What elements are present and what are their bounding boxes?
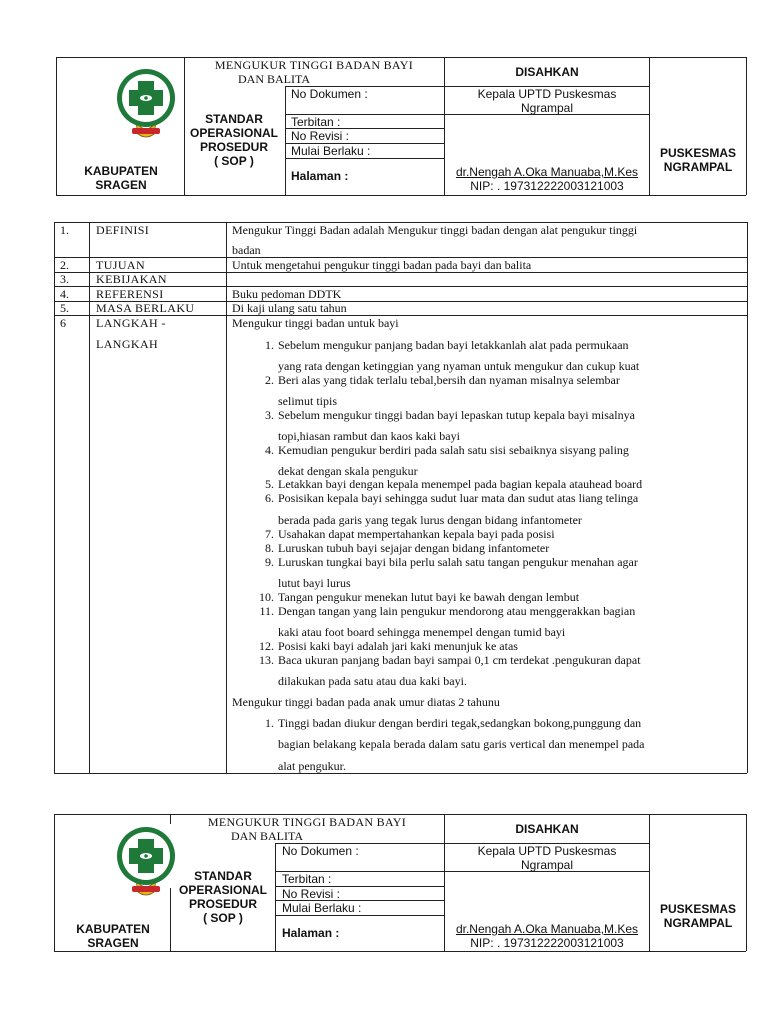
tujuan-text: Untuk mengetahui pengukur tinggi badan pada bayi dan balita — [232, 258, 532, 272]
step-text: Posisikan kepala bayi sehingga sudut luar mata dan sudut atas liang telinga — [278, 491, 639, 505]
kepala-label: Kepala UPTD Puskesmas Ngrampal — [477, 844, 617, 872]
halaman-label: Halaman : — [282, 926, 340, 940]
kepala-label: Kepala UPTD Puskesmas Ngrampal — [477, 87, 617, 115]
definisi-text: Mengukur Tinggi Badan adalah Mengukur tinggi badan dengan alat pengukur tinggi — [232, 223, 638, 237]
step-text: Tangan pengukur menekan lutut bayi ke bawah dengan lembut — [278, 590, 580, 604]
step-text: Luruskan tubuh bayi sejajar dengan bidang infantometer — [278, 541, 550, 555]
document-title: MENGUKUR TINGGI BADAN BAYI DAN BALITA — [207, 815, 407, 843]
step-number: 12. — [259, 639, 274, 653]
row-number: 2. — [60, 258, 69, 272]
disahkan-label: DISAHKAN — [515, 822, 579, 836]
disahkan-label: DISAHKAN — [515, 65, 579, 79]
step-number: 1. — [265, 716, 274, 730]
terbitan-label: Terbitan : — [291, 115, 341, 129]
no-dokumen-label: No Dokumen : — [291, 87, 368, 101]
no-revisi-label: No Revisi : — [291, 129, 350, 143]
step-number: 4. — [265, 443, 274, 457]
step-number: 9. — [265, 555, 274, 569]
step-text-cont: lutut bayi lurus — [278, 576, 351, 590]
sop-label: STANDAR OPERASIONAL PROSEDUR ( SOP ) — [189, 112, 278, 168]
section2-intro: Mengukur tinggi badan pada anak umur diatas 2 tahunu — [232, 695, 500, 709]
row-label-definisi: DEFINISI — [96, 223, 150, 237]
step-text: Luruskan tungkai bayi bila perlu salah satu tangan pengukur menahan agar — [278, 555, 638, 569]
mulai-berlaku-label: Mulai Berlaku : — [282, 901, 362, 915]
step-text-cont: dekat dengan skala pengukur — [278, 464, 418, 478]
masa-berlaku-text: Di kaji ulang satu tahun — [232, 301, 347, 315]
row-label-referensi: REFERENSI — [96, 287, 164, 301]
no-revisi-label: No Revisi : — [282, 887, 341, 901]
step-text: Beri alas yang tidak terlalu tebal,bersih dan nyaman misalnya selembar — [278, 373, 620, 387]
step-number: 8. — [265, 541, 274, 555]
definisi-text-cont: badan — [232, 243, 261, 257]
document-title: MENGUKUR TINGGI BADAN BAYI DAN BALITA — [214, 58, 414, 86]
step-text: Sebelum mengukur panjang badan bayi letakkanlah alat pada permukaan — [278, 338, 629, 352]
row-label-masa-berlaku: MASA BERLAKU — [96, 301, 195, 315]
step-text: Letakkan bayi dengan kepala menempel pada bagian kepala atauhead board — [278, 477, 643, 491]
no-dokumen-label: No Dokumen : — [282, 844, 359, 858]
terbitan-label: Terbitan : — [282, 872, 332, 886]
step-text: Dengan tangan yang lain pengukur mendorong atau menggerakkan bagian — [278, 604, 636, 618]
step-text: Posisi kaki bayi adalah jari kaki menunjuk ke atas — [278, 639, 518, 653]
row-label-tujuan: TUJUAN — [96, 258, 146, 272]
signer-block: dr.Nengah A.Oka Manuaba,M.Kes NIP: . 197312222003121003 — [455, 922, 639, 950]
step-number: 13. — [259, 653, 274, 667]
section2-text-cont: alat pengukur. — [278, 759, 346, 773]
step-number: 7. — [265, 527, 274, 541]
step-text-cont: topi,hiasan rambut dan kaos kaki bayi — [278, 429, 460, 443]
section2-text-cont: bagian belakang kepala berada dalam satu garis vertical dan menempel pada — [278, 737, 645, 751]
kabupaten-label: KABUPATEN SRAGEN — [84, 164, 158, 192]
step-text-cont: yang rata dengan ketinggian yang nyaman untuk mengukur dan cukup kuat — [278, 359, 640, 373]
mulai-berlaku-label: Mulai Berlaku : — [291, 144, 371, 158]
step-text: Usahakan dapat mempertahankan kepala bayi pada posisi — [278, 527, 555, 541]
section2-text: Tinggi badan diukur dengan berdiri tegak,sedangkan bokong,punggung dan — [278, 716, 642, 730]
kabupaten-label: KABUPATEN SRAGEN — [76, 922, 150, 950]
row-number: 4. — [60, 287, 69, 301]
step-text-cont: berada pada garis yang tegak lurus dengan bidang infantometer — [278, 513, 582, 527]
puskesmas-label: PUSKESMAS NGRAMPAL — [659, 146, 736, 174]
row-number: 6 — [60, 316, 66, 330]
referensi-text: Buku pedoman DDTK — [232, 287, 342, 301]
row-number: 1. — [60, 223, 69, 237]
sop-label: STANDAR OPERASIONAL PROSEDUR ( SOP ) — [178, 869, 267, 925]
row-number: 3. — [60, 272, 69, 286]
step-text: Sebelum mengukur tinggi badan bayi lepaskan tutup kepala bayi misalnya — [278, 408, 635, 422]
langkah-intro: Mengukur tinggi badan untuk bayi — [232, 316, 399, 330]
step-number: 5. — [265, 477, 274, 491]
signer-block: dr.Nengah A.Oka Manuaba,M.Kes NIP: . 197312222003121003 — [455, 165, 639, 193]
step-text: Kemudian pengukur berdiri pada salah satu sisi sebaiknya sisyang paling — [278, 443, 629, 457]
step-number: 6. — [265, 491, 274, 505]
step-text-cont: selimut tipis — [278, 394, 338, 408]
puskesmas-label: PUSKESMAS NGRAMPAL — [659, 902, 736, 930]
step-text: Baca ukuran panjang badan bayi sampai 0,1 cm terdekat .pengukuran dapat — [278, 653, 641, 667]
step-number: 10. — [259, 590, 274, 604]
row-label-langkah: LANGKAH - — [96, 316, 166, 330]
step-text-cont: dilakukan pada satu atau dua kaki bayi. — [278, 674, 467, 688]
step-number: 11. — [259, 604, 274, 618]
row-number: 5. — [60, 301, 69, 315]
step-number: 2. — [265, 373, 274, 387]
step-text-cont: kaki atau foot board sehingga menempel dengan tumid bayi — [278, 625, 566, 639]
row-label-kebijakan: KEBIJAKAN — [96, 272, 167, 286]
halaman-label: Halaman : — [291, 169, 349, 183]
step-number: 3. — [265, 408, 274, 422]
step-number: 1. — [265, 338, 274, 352]
row-label-langkah-cont: LANGKAH — [96, 337, 159, 351]
